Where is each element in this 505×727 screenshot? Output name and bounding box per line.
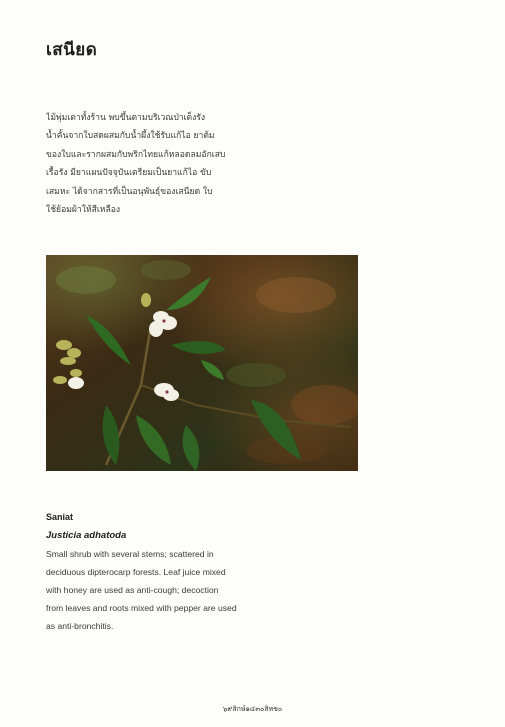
plant-photo-illustration — [46, 255, 358, 471]
plant-photo — [46, 255, 358, 471]
english-description-line: with honey are used as anti-cough; decoction — [46, 585, 219, 595]
page-footer: ๖๙สิกษ์๑๔๓๐สิหช๐ — [222, 705, 283, 713]
english-common-name: Saniat — [46, 512, 74, 522]
thai-description-line: ใช้ย้อมผ้าให้สีเหลือง — [46, 205, 121, 216]
scientific-name: Justicia adhatoda — [46, 530, 127, 541]
thai-description-line: เสมหะ ได้จากสารที่เป็นอนุพันธุ์ของเสนียด ใบ — [46, 186, 213, 197]
page-title: เสนียด — [46, 40, 98, 60]
english-description-line: Small shrub with several stems; scattered in — [46, 549, 214, 559]
thai-description-line: ของใบและรากผสมกับพริกไทยแก้หลอดลมอักเสบ — [46, 149, 226, 160]
english-description-line: as anti-bronchitis. — [46, 621, 114, 631]
english-description-line: from leaves and roots mixed with pepper are used — [46, 603, 237, 613]
thai-description-line: ไม้พุ่มเตาทั้งร้าน พบขึ้นตามบริเวณป่าเต็งรัง — [46, 113, 206, 123]
thai-description-line: เรื้อรัง มียาแผนปัจจุบันเตรียมเป็นยาแก้ไอ ขับ — [46, 168, 212, 179]
english-description — [46, 545, 246, 635]
thai-description-line: น้ำคั้นจากใบสดผสมกับน้ำผึ้งใช้รับแก้ไอ ยาต้ม — [46, 131, 215, 142]
thai-description — [46, 109, 246, 219]
english-description-line: deciduous dipterocarp forests. Leaf juice mixed — [46, 567, 226, 577]
